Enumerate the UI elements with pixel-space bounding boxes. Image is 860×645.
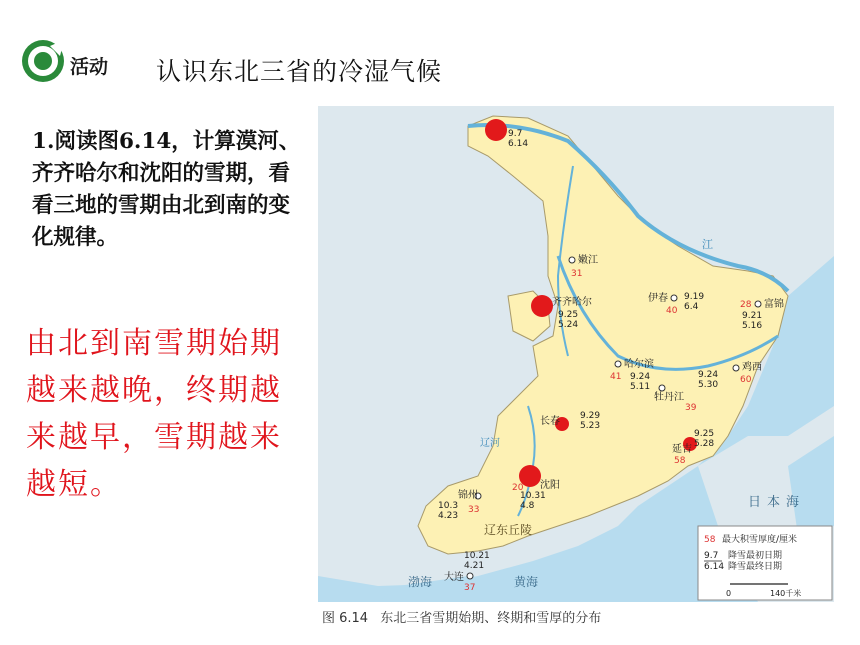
legend-depth-label: 最大积雪厚度/厘米 (722, 535, 798, 545)
station-marker-jixi (733, 365, 739, 371)
station-yanji-end: 5.28 (694, 439, 715, 449)
legend-scale-zero: 0 (726, 589, 732, 598)
station-dalian-name: 大连 (444, 572, 464, 583)
station-marker-qiqihar (531, 295, 553, 317)
station-mudanjiang-name: 牡丹江 (654, 392, 684, 403)
station-jinzhou-end: 4.23 (438, 511, 459, 521)
map-caption (322, 607, 601, 626)
station-marker-nenjiang (569, 257, 575, 263)
caption-number: 图 6.14 (322, 611, 369, 626)
station-yanji-start: 9.25 (694, 429, 715, 439)
legend-end-sample: 6.14 (704, 562, 725, 572)
station-jinzhou-start: 10.3 (438, 501, 459, 511)
station-mohe-end: 6.14 (508, 139, 529, 149)
station-marker-dalian (467, 573, 473, 579)
legend-depth-sample: 58 (704, 535, 716, 545)
station-fujin-start: 9.21 (742, 311, 763, 321)
station-harbin-depth: 41 (610, 372, 622, 382)
legend-scale-max: 140千米 (770, 589, 802, 598)
station-nenjiang-depth: 31 (571, 269, 583, 279)
answer-text: 由北到南雪期始期越来越晚，终期越来越早，雪期越来越短。 (26, 326, 282, 502)
caption-text: 东北三省雪期始期、终期和雪厚的分布 (380, 611, 602, 626)
station-shenyang-name: 沈阳 (540, 480, 560, 491)
station-dalian-start: 10.21 (464, 551, 490, 561)
station-mudanjiang-depth: 39 (685, 403, 697, 413)
station-marker-mudanjiang (659, 385, 665, 391)
station-yichun-start: 9.19 (684, 292, 705, 302)
station-harbin-start: 9.24 (630, 372, 651, 382)
legend-start-sample: 9.7 (704, 551, 719, 561)
map-legend (698, 526, 832, 600)
station-marker-fujin (755, 301, 761, 307)
activity-header (20, 38, 620, 88)
station-marker-mohe (485, 119, 507, 141)
station-shenyang-depth: 20 (512, 483, 524, 493)
label-sea-huang: 黄海 (514, 575, 539, 589)
station-marker-harbin (615, 361, 621, 367)
station-changchun-start: 9.29 (580, 411, 601, 421)
station-jinzhou-depth: 33 (468, 505, 480, 515)
legend-end-label: 降雪最终日期 (728, 562, 783, 572)
station-fujin-depth: 28 (740, 300, 752, 310)
station-mohe-start: 9.7 (508, 129, 523, 139)
legend-start-label: 降雪最初日期 (728, 551, 783, 561)
station-jixi-depth: 60 (740, 375, 752, 385)
station-jixi-end: 5.30 (698, 380, 719, 390)
station-yichun-depth: 40 (666, 306, 678, 316)
label-sea-bohai: 渤海 (408, 575, 433, 589)
station-qiqihar-end: 5.24 (558, 320, 579, 330)
station-shenyang-start: 10.31 (520, 491, 546, 501)
station-changchun-name: 长春 (540, 416, 560, 427)
activity-logo-icon (20, 38, 66, 84)
snow-period-map (318, 106, 834, 602)
station-changchun-end: 5.23 (580, 421, 601, 431)
station-harbin-end: 5.11 (630, 382, 651, 392)
label-river-jiang: 江 (702, 238, 713, 251)
station-harbin-name: 哈尔滨 (624, 359, 654, 370)
station-yanji-name: 延吉 (672, 444, 692, 455)
station-dalian-end: 4.21 (464, 561, 485, 571)
station-yanji-depth: 58 (674, 456, 686, 466)
label-hill: 辽东丘陵 (484, 523, 533, 537)
page-title: 认识东北三省的冷湿气候 (156, 57, 443, 86)
station-shenyang-end: 4.8 (520, 501, 535, 511)
station-qiqihar-name: 齐齐哈尔 (552, 297, 592, 308)
station-dalian-depth: 37 (464, 583, 476, 593)
station-marker-yichun (671, 295, 677, 301)
station-qiqihar-start: 9.25 (558, 310, 579, 320)
station-nenjiang-name: 嫩江 (578, 255, 598, 266)
station-yichun-name: 伊春 (648, 293, 668, 304)
label-river-liao: 辽河 (480, 438, 500, 449)
station-jixi-start: 9.24 (698, 370, 719, 380)
station-fujin-name: 富锦 (764, 299, 784, 310)
station-jinzhou-name: 锦州 (458, 490, 478, 501)
station-fujin-end: 5.16 (742, 321, 763, 331)
station-yichun-end: 6.4 (684, 302, 699, 312)
activity-badge: 活动 (70, 56, 109, 78)
station-jixi-name: 鸡西 (742, 362, 762, 373)
label-sea-japan: 日本海 (748, 495, 806, 510)
question-text: 1.阅读图6.14，计算漠河、齐齐哈尔和沈阳的雪期，看看三地的雪期由北到南的变化规律。 (32, 129, 301, 250)
